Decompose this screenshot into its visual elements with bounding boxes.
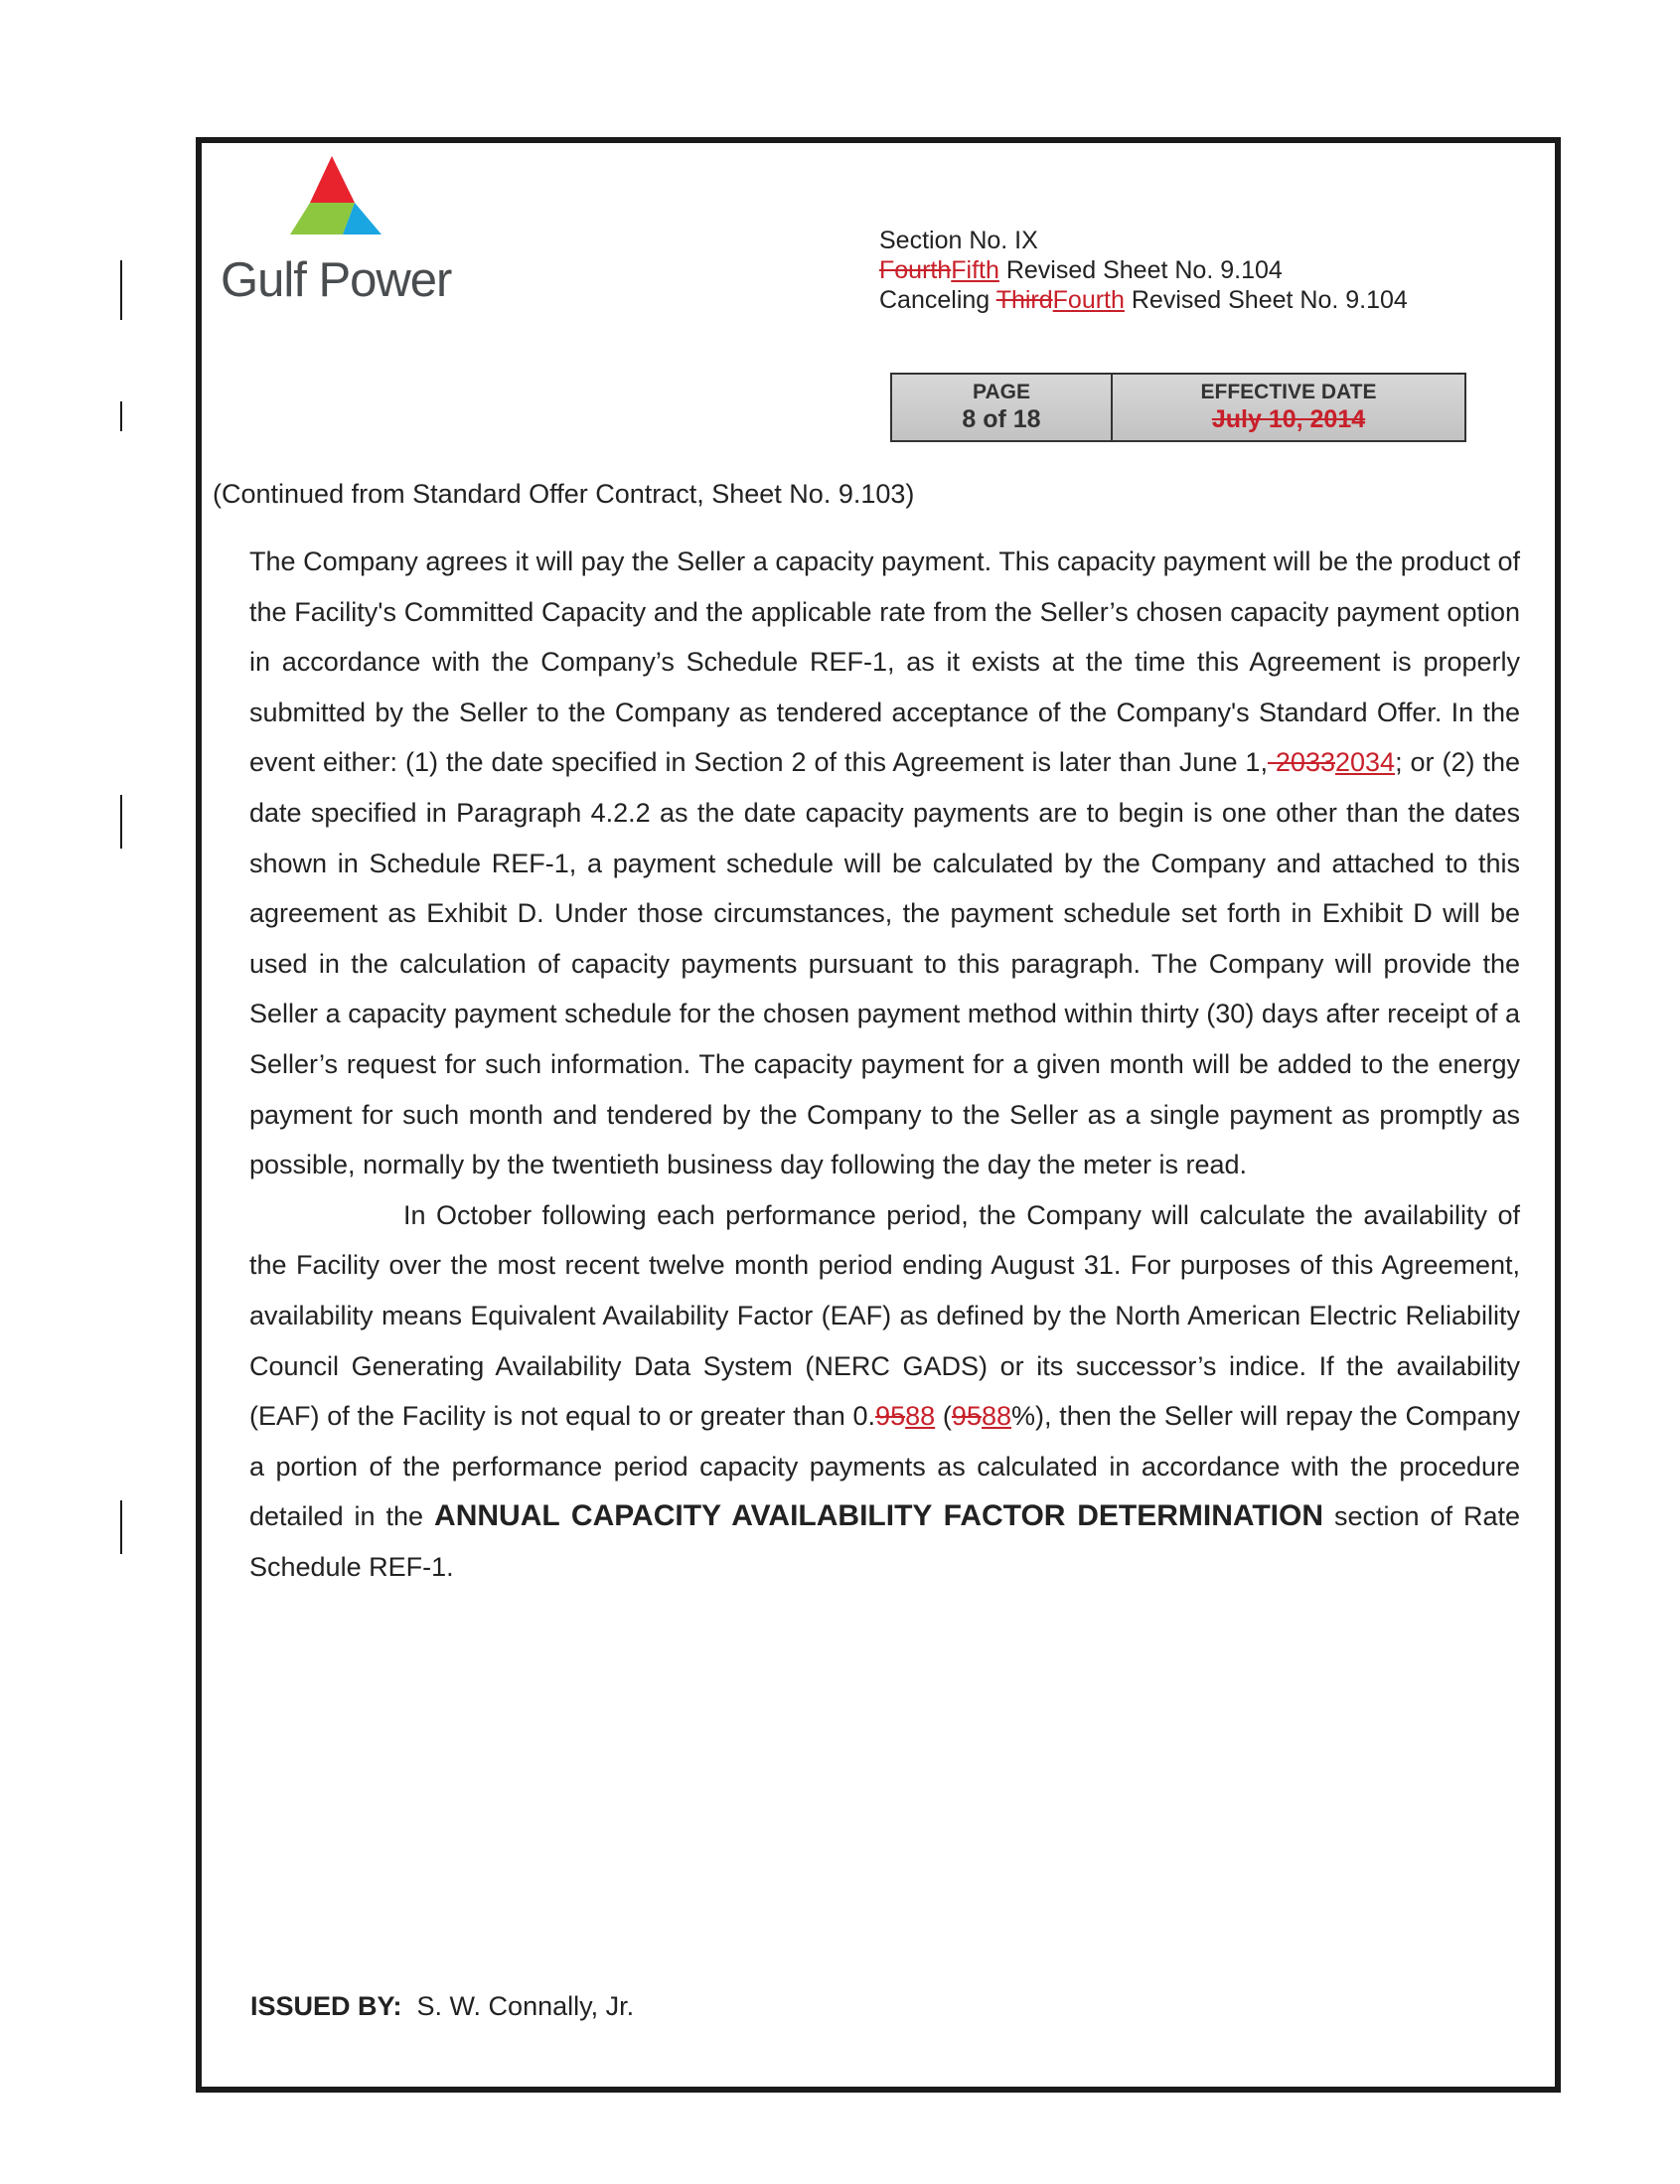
section-number: Section No. IX	[879, 227, 1038, 254]
page-info-box	[890, 373, 1466, 442]
effective-date-cell	[1113, 375, 1464, 440]
change-bar-header	[120, 260, 122, 320]
issued-by-label: ISSUED BY:	[250, 1991, 402, 2021]
change-bar-effective-date	[120, 401, 122, 431]
issued-by-name: S. W. Connally, Jr.	[416, 1991, 635, 2021]
p2-part3: %), then the Seller will repay the Company a portion of the performance period capacity payments as calculated in accordance with the procedure detailed in the	[249, 1401, 1520, 1532]
canceling-sheet-line	[879, 285, 1408, 315]
p2-deleted-value: 95	[875, 1401, 906, 1432]
page-label: PAGE	[973, 381, 1030, 403]
effective-date-label: EFFECTIVE DATE	[1200, 381, 1377, 403]
gulf-power-logo	[221, 151, 459, 310]
logo-text: Gulf Power	[221, 253, 452, 307]
availability-paragraph	[249, 1190, 1520, 1593]
canceling-deleted: Third	[995, 286, 1053, 314]
continued-note: (Continued from Standard Offer Contract, Sheet No. 9.103)	[213, 479, 915, 509]
change-bar-date	[120, 795, 122, 849]
section-reference-heading: ANNUAL CAPACITY AVAILABILITY FACTOR DETERMINATION	[434, 1499, 1323, 1533]
effective-date-value: July 10, 2014	[1211, 405, 1366, 433]
p2-inserted-percent: 88	[981, 1401, 1011, 1432]
p1-inserted-year: 2034	[1334, 747, 1396, 778]
p1-part1: The Company agrees it will pay the Seller a capacity payment. This capacity payment will be the product of the Facility's Committed Capacity and the applicable rate from the Seller’s chosen capacity payment option in accordance with the Company’s Schedule REF-1, as it exists at the time this Agreement is properly submitted by the Seller to the Company as tendered acceptance of the Company's Standard Offer. In the event either: (1) the date specified in Section 2 of this Agreement is later than June 1,	[249, 546, 1520, 778]
p2-part4: section of Rate Schedule REF-1.	[249, 1501, 1520, 1582]
p2-deleted-percent: 95	[951, 1401, 982, 1432]
p2-part1: In October following each performance period, the Company will calculate the availability of the Facility over the most recent twelve month period ending August 31. For purposes of this Agreement, availability means Equivalent Availability Factor (EAF) as defined by the North American Electric Reliability Council Generating Availability Data System (NERC GADS) or its successor’s indice. If the availability (EAF) of the Facility is not equal to or greater than 0.	[249, 1199, 1520, 1432]
p1-deleted-year: 2033	[1267, 747, 1335, 778]
page-value: 8 of 18	[962, 405, 1041, 433]
sheet-header	[879, 226, 1408, 315]
revised-sheet-line	[879, 255, 1408, 285]
page-cell	[892, 375, 1113, 440]
p2-inserted-value: 88	[905, 1401, 936, 1432]
gulf-power-logo-icon	[290, 151, 409, 245]
issued-by	[250, 1991, 634, 2022]
p2-part2: (	[935, 1401, 952, 1432]
canceling-prefix: Canceling	[879, 286, 996, 314]
canceling-rest: Revised Sheet No. 9.104	[1124, 286, 1408, 314]
change-bar-availability	[120, 1500, 122, 1554]
contract-body	[249, 537, 1520, 1592]
revised-deleted: Fourth	[879, 256, 952, 284]
capacity-payment-paragraph	[249, 537, 1520, 1190]
canceling-inserted: Fourth	[1052, 286, 1125, 314]
revised-rest: Revised Sheet No. 9.104	[998, 256, 1283, 284]
revised-inserted: Fifth	[951, 256, 999, 284]
p1-part2: ; or (2) the date specified in Paragraph 4.2.2 as the date capacity payments are to begin is one other than the dates shown in Schedule REF-1, a payment schedule will be calculated by the Company and attached to this agreement as Exhibit D. Under those circumstances, the payment schedule set forth in Exhibit D will be used in the calculation of capacity payments pursuant to this paragraph. The Company will provide the Seller a capacity payment schedule for the chosen payment method within thirty (30) days after receipt of a Seller’s request for such information. The capacity payment for a given month will be added to the energy payment for such month and tendered by the Company to the Seller as a single payment as promptly as possible, normally by the twentieth business day following the day the meter is read.	[249, 747, 1520, 1180]
